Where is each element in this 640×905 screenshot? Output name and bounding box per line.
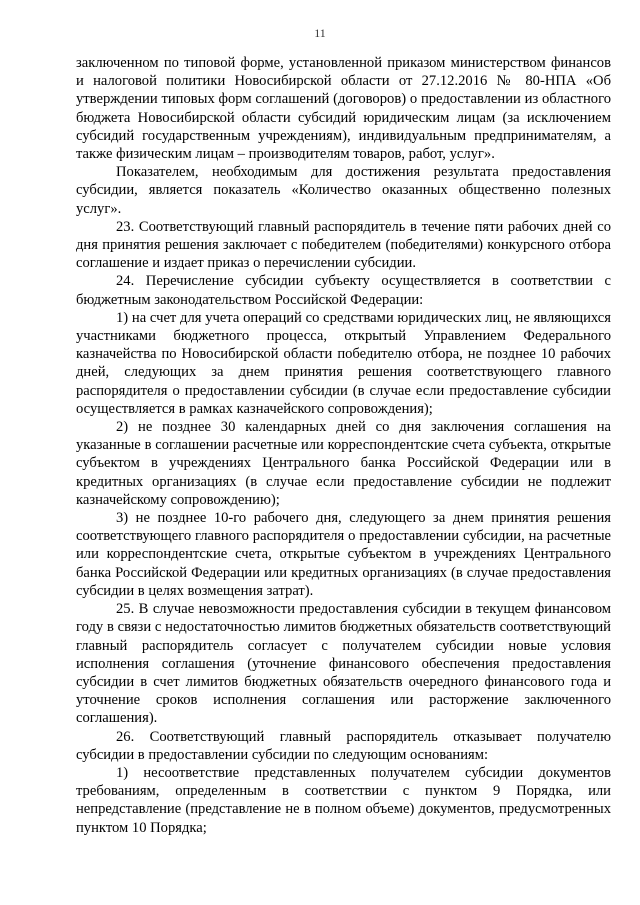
page-number: 11 — [314, 26, 326, 40]
paragraph-5: 1) на счет для учета операций со средствами юридических лиц, не являющихся участниками бюджетного процесса, открытый Управлением Федерального казначейства по Новосибирской области победителю отбора, не позднее 10 рабочих дней, следующих за днем принятия решения соответствующего главного распорядителя о предоставлении субсидии (в случае если предоставление субсидии осуществляется в рамках казначейского сопровождения); — [76, 309, 611, 417]
paragraph-6: 2) не позднее 30 календарных дней со дня заключения соглашения на указанные в соглашении расчетные или корреспондентские счета субъекта, открытые субъектом в учреждениях Центрального банка Российской Федерации или в кредитных организациях (в случае если предоставление субсидии не подлежит казначейскому сопровождению); — [76, 419, 611, 508]
document-body — [76, 54, 611, 837]
paragraph-3: 23. Соответствующий главный распорядитель в течение пяти рабочих дней со дня принятия решения заключает с победителем (победителями) конкурсного отбора соглашение и издает приказ о перечислении субсидии. — [76, 218, 611, 272]
paragraph-4: 24. Перечисление субсидии субъекту осуществляется в соответствии с бюджетным законодательством Российской Федерации: — [76, 273, 611, 308]
paragraph-2: Показателем, необходимым для достижения результата предоставления субсидии, является показатель «Количество оказанных общественно полезных услуг». — [76, 164, 611, 217]
paragraph-7: 3) не позднее 10-го рабочего дня, следующего за днем принятия решения соответствующего главного распорядителя о предоставлении субсидии, на расчетные или корреспондентские счета, открытые субъектом в учреждениях Центрального банка Российской Федерации или кредитных организациях (в случае предоставления субсидии в целях возмещения затрат). — [76, 510, 611, 599]
paragraph-10: 1) несоответствие представленных получателем субсидии документов требованиям, определенным в соответствии с пунктом 9 Порядка, или непредставление (представление не в полном объеме) документов, предусмотренных пунктом 10 Порядка; — [76, 764, 611, 836]
paragraph-9: 26. Соответствующий главный распорядитель отказывает получателю субсидии в предоставлении субсидии по следующим основаниям: — [76, 728, 611, 763]
paragraph-1: заключенном по типовой форме, установленной приказом министерством финансов и налоговой политики Новосибирской области от 27.12.2016 № 80-НПА «Об утверждении типовых форм соглашений (договоров) о предоставлении из областного бюджета Новосибирской области субсидий юридическим лицам (за исключением субсидий государственным учреждениям), индивидуальным предпринимателям, а также физическим лицам – производителям товаров, работ, услуг». — [76, 55, 611, 163]
paragraph-8: 25. В случае невозможности предоставления субсидии в текущем финансовом году в связи с недостаточностью лимитов бюджетных обязательств соответствующий главный распорядитель согласует с получателем субсидии новые условия исполнения соглашения (уточнение финансового обеспечения предоставления субсидии в счет лимитов бюджетных обязательств очередного финансового года и уточнение сроков исполнения соглашения или расторжение заключенного соглашения). — [76, 601, 611, 727]
